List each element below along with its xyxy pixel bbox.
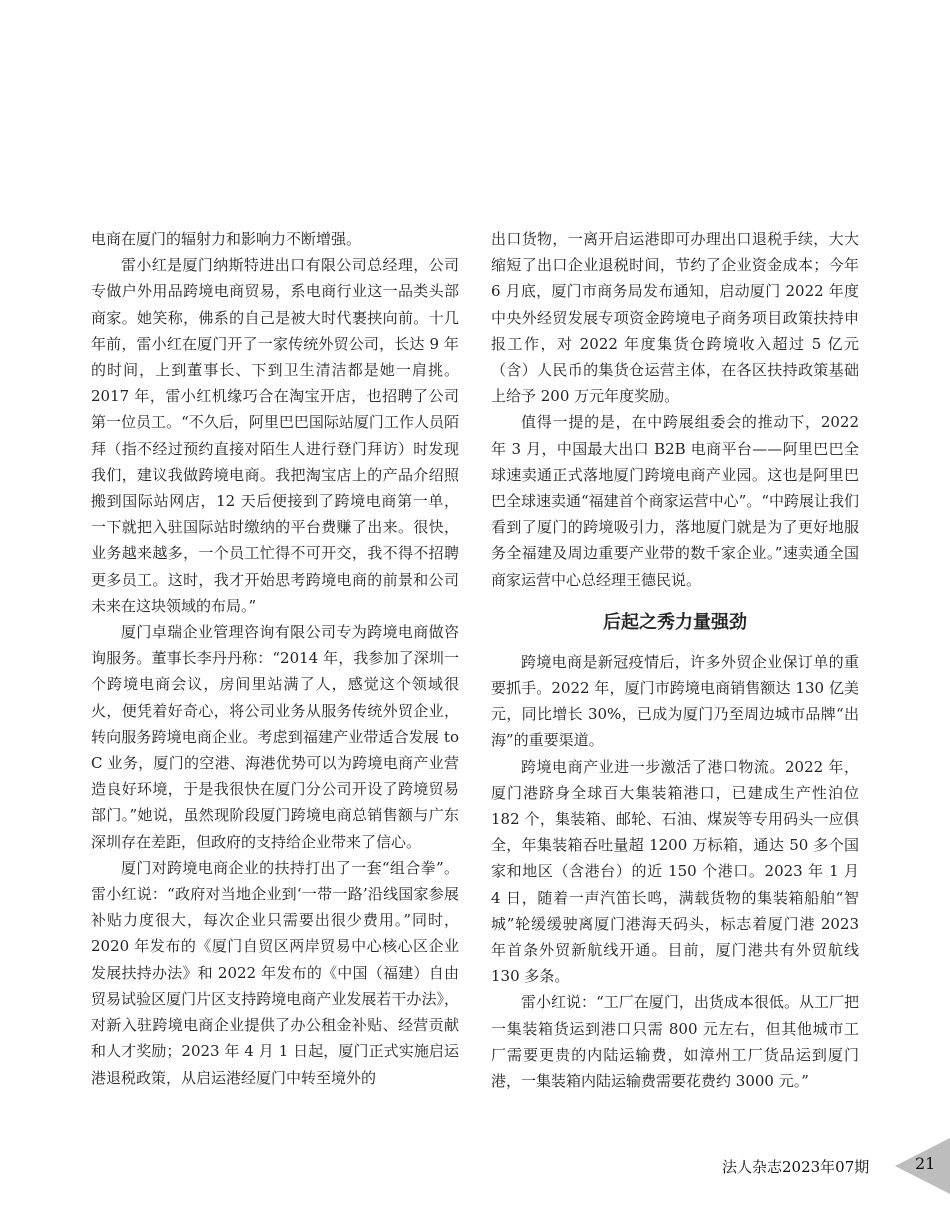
- paragraph: 雷小红说：“工厂在厦门，出货成本很低。从工厂把一集装箱货运到港口只需 800 元左右，但其他城市工厂需要更贵的内陆运输费，如漳州工厂货品运到厦门港，一集装箱内陆运输费需要花费约 3000 元。”: [491, 993, 859, 1091]
- paragraph: 跨境电商产业进一步激活了港口物流。2022 年，厦门港跻身全球百大集装箱港口，已建成生产性泊位 182 个，集装箱、邮轮、石油、煤炭等专用码头一应俱全，年集装箱吞吐量超 1200 万标箱，通达 50 多个国家和地区（含港台）的近 150 个港口。2023 年 1 月 4 日，随着一声汽笛长鸣，满载货物的集装箱船舶“智城”轮缓缓驶离厦门港海天码头，标志着厦门港 2023 年首条外贸新航线开通。目前，厦门港共有外贸航线 130 多条。: [491, 757, 859, 986]
- paragraph: 雷小红是厦门纳斯特进出口有限公司总经理，公司专做户外用品跨境电商贸易，系电商行业这一品类头部商家。她笑称，佛系的自己是被大时代裹挟向前。十几年前，雷小红在厦门开了一家传统外贸公司，长达 9 年的时间，上到董事长、下到卫生清洁都是她一肩挑。2017 年，雷小红机缘巧合在淘宝开店，也招聘了公司第一位员工。“不久后，阿里巴巴国际站厦门工作人员陌拜（指不经过预约直接对陌生人进行登门拜访）时发现我们，建议我做跨境电商。我把淘宝店上的产品介绍照搬到国际站网店，12 天后便接到了跨境电商第一单，一下就把入驻国际站时缴纳的平台费赚了出来。很快，业务越来越多，一个员工忙得不可开交，我不得不招聘更多员工。这时，我才开始思考跨境电商的前景和公司未来在这块领域的布局。”: [91, 256, 459, 615]
- page-number: 21: [915, 1154, 936, 1173]
- paragraph: 厦门对跨境电商企业的扶持打出了一套“组合拳”。雷小红说：“政府对当地企业到‘一带一路’沿线国家参展补贴力度很大，每次企业只需要出很少费用。”同时，2020 年发布的《厦门自贸区两岸贸易中心核心区企业发展扶持办法》和 2022 年发布的《中国（福建）自由贸易试验区厦门片区支持跨境电商产业发展若干办法》，对新入驻跨境电商企业提供了办公租金补贴、经营贡献和人才奖励；2023 年 4 月 1 日起，厦门正式实施启运港退税政策，从启运港经厦门中转至境外的: [91, 858, 459, 1087]
- paragraph: 厦门卓瑞企业管理咨询有限公司专为跨境电商做咨询服务。董事长李丹丹称：“2014 年，我参加了深圳一个跨境电商会议，房间里站满了人，感觉这个领域很火，便凭着好奇心，将公司业务从服务传统外贸企业，转向服务跨境电商企业。考虑到福建产业带适合发展 to C 业务，厦门的空港、海港优势可以为跨境电商产业营造良好环境，于是我很快在厦门分公司开设了跨境贸易部门。”她说，虽然现阶段厦门跨境电商总销售额与广东深圳存在差距，但政府的支持给企业带来了信心。: [91, 623, 459, 851]
- paragraph: 跨境电商是新冠疫情后，许多外贸企业保订单的重要抓手。2022 年，厦门市跨境电商销售额达 130 亿美元，同比增长 30%，已成为厦门乃至周边城市品牌“出海”的重要渠道。: [491, 652, 859, 750]
- paragraph-continuation: 出口货物，一离开启运港即可办理出口退税手续，大大缩短了出口企业退税时间，节约了企业资金成本；今年 6 月底，厦门市商务局发布通知，启动厦门 2022 年度中央外经贸发展专项资金跨境电子商务项目政策扶持申报工作，对 2022 年度集货仓跨境收入超过 5 亿元（含）人民币的集货仓运营主体，在各区扶持政策基础上给予 200 万元年度奖励。: [491, 230, 859, 406]
- paragraph: 值得一提的是，在中跨展组委会的推动下，2022 年 3 月，中国最大出口 B2B 电商平台——阿里巴巴全球速卖通正式落地厦门跨境电商产业园。这也是阿里巴巴全球速卖通“福建首个商家运营中心”。“中跨展让我们看到了厦门的跨境吸引力，落地厦门就是为了更好地服务全福建及周边重要产业带的数千家企业。”速卖通全国商家运营中心总经理王德民说。: [491, 413, 860, 589]
- right-column: [491, 226, 859, 1094]
- left-column: [91, 226, 459, 1091]
- section-heading: 后起之秀力量强劲: [603, 611, 747, 633]
- magazine-issue-label: 法人杂志2023年07期: [722, 1158, 870, 1176]
- paragraph-continuation: 电商在厦门的辐射力和影响力不断增强。: [91, 230, 362, 248]
